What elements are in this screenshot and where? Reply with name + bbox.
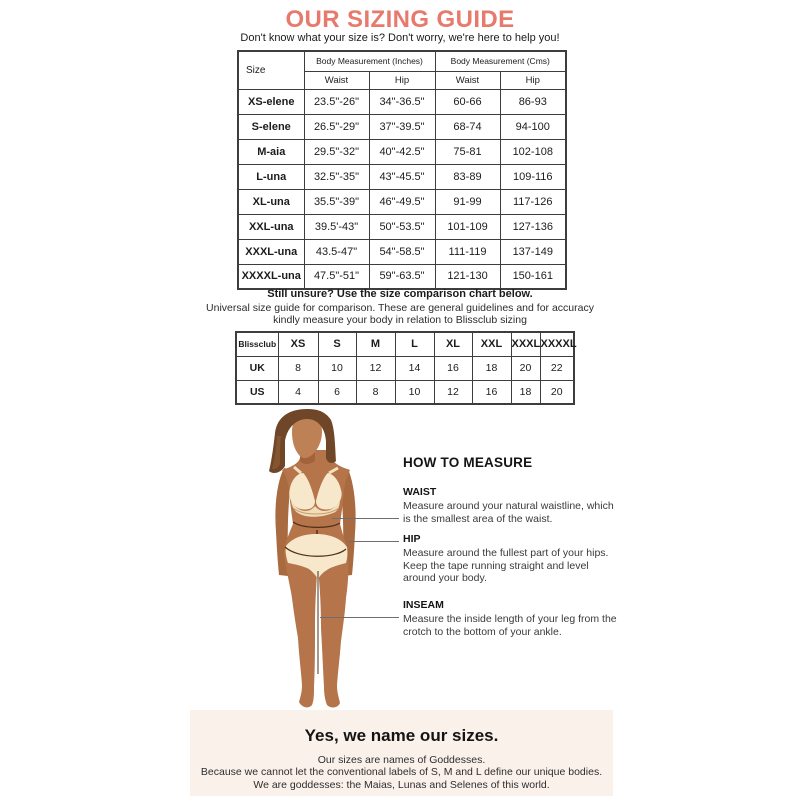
- footer-line1: Our sizes are names of Goddesses.: [317, 754, 486, 766]
- cell: 35.5"-39": [304, 189, 369, 214]
- table-header-row: [238, 51, 566, 71]
- table-header-row: [236, 332, 574, 356]
- col-header-inches: Body Measurement (Inches): [304, 51, 435, 71]
- hip-label: HIP: [403, 533, 421, 545]
- cell: 75-81: [435, 139, 500, 164]
- inseam-label: INSEAM: [403, 599, 444, 611]
- how-to-measure-section: [403, 455, 631, 638]
- waist-connector-line: [332, 518, 399, 519]
- size-name-cell: XL-una: [238, 189, 304, 214]
- footer-line2: Because we cannot let the conventional labels of S, M and L define our unique bodies.: [200, 766, 603, 779]
- size-comparison-table: [235, 331, 575, 405]
- table-row: [238, 139, 566, 164]
- cell: 50"-53.5": [369, 214, 435, 239]
- comparison-note: [0, 302, 800, 326]
- cell: 40"-42.5": [369, 139, 435, 164]
- sizing-table: [237, 50, 567, 290]
- table-row: [238, 89, 566, 114]
- comparison-note-line2: kindly measure your body in relation to Blissclub sizing: [273, 314, 527, 326]
- table-row: [238, 114, 566, 139]
- cell: 46"-49.5": [369, 189, 435, 214]
- cell: 22: [540, 356, 574, 380]
- col-header: S: [318, 332, 356, 356]
- size-name-cell: L-una: [238, 164, 304, 189]
- footer-section: [190, 710, 613, 796]
- cell: 18: [472, 356, 511, 380]
- cell: 12: [356, 356, 395, 380]
- col-header: L: [395, 332, 434, 356]
- cell: 12: [434, 380, 472, 404]
- cell: 43"-45.5": [369, 164, 435, 189]
- cell: 10: [318, 356, 356, 380]
- comparison-heading: Still unsure? Use the size comparison chart below.: [267, 288, 533, 300]
- how-to-measure-heading: HOW TO MEASURE: [403, 455, 533, 470]
- inseam-connector-line: [320, 617, 399, 618]
- woman-figure-illustration: [243, 406, 400, 715]
- cell: 68-74: [435, 114, 500, 139]
- cell: 14: [395, 356, 434, 380]
- page-title: OUR SIZING GUIDE: [285, 6, 515, 33]
- cell: 16: [472, 380, 511, 404]
- table-row: [238, 189, 566, 214]
- cell: 111-119: [435, 239, 500, 264]
- brand-header-cell: Blissclub: [236, 332, 278, 356]
- cell: 16: [434, 356, 472, 380]
- col-header-hip-cm: Hip: [500, 71, 566, 89]
- measure-item-inseam: [403, 599, 631, 638]
- col-header-size: Size: [238, 51, 304, 89]
- cell: 43.5-47": [304, 239, 369, 264]
- col-header: XL: [434, 332, 472, 356]
- footer-text: [190, 754, 613, 791]
- cell: 121-130: [435, 264, 500, 289]
- table-row: [236, 356, 574, 380]
- cell: 8: [356, 380, 395, 404]
- cell: 59"-63.5": [369, 264, 435, 289]
- cell: 60-66: [435, 89, 500, 114]
- size-name-cell: S-elene: [238, 114, 304, 139]
- table-row: [238, 164, 566, 189]
- cell: 10: [395, 380, 434, 404]
- col-header: XXL: [472, 332, 511, 356]
- size-name-cell: XXXL-una: [238, 239, 304, 264]
- size-name-cell: XXXXL-una: [238, 264, 304, 289]
- cell: 94-100: [500, 114, 566, 139]
- waist-label: WAIST: [403, 486, 437, 498]
- table-row: [236, 380, 574, 404]
- row-label-cell: US: [236, 380, 278, 404]
- measure-item-hip: [403, 533, 631, 585]
- table-row: [238, 264, 566, 289]
- cell: 29.5"-32": [304, 139, 369, 164]
- col-header-hip-in: Hip: [369, 71, 435, 89]
- cell: 39.5'-43": [304, 214, 369, 239]
- row-label-cell: UK: [236, 356, 278, 380]
- cell: 101-109: [435, 214, 500, 239]
- cell: 91-99: [435, 189, 500, 214]
- table-row: [238, 239, 566, 264]
- cell: 54"-58.5": [369, 239, 435, 264]
- cell: 37"-39.5": [369, 114, 435, 139]
- cell: 109-116: [500, 164, 566, 189]
- col-header: XXXL: [511, 332, 540, 356]
- footer-heading: Yes, we name our sizes.: [304, 726, 499, 745]
- footer-line3: We are goddesses: the Maias, Lunas and Selenes of this world.: [253, 778, 550, 791]
- col-header: XXXXL: [540, 332, 574, 356]
- hip-description: Measure around the fullest part of your hips. Keep the tape running straight and level around your body.: [403, 547, 609, 585]
- cell: 20: [540, 380, 574, 404]
- cell: 34"-36.5": [369, 89, 435, 114]
- cell: 6: [318, 380, 356, 404]
- table-row: [238, 214, 566, 239]
- hip-connector-line: [347, 541, 399, 542]
- cell: 117-126: [500, 189, 566, 214]
- cell: 18: [511, 380, 540, 404]
- cell: 150-161: [500, 264, 566, 289]
- cell: 137-149: [500, 239, 566, 264]
- size-name-cell: XS-elene: [238, 89, 304, 114]
- cell: 127-136: [500, 214, 566, 239]
- size-name-cell: M-aia: [238, 139, 304, 164]
- page-subtitle: Don't know what your size is? Don't worry, we're here to help you!: [240, 32, 560, 44]
- cell: 20: [511, 356, 540, 380]
- col-header: XS: [278, 332, 318, 356]
- size-name-cell: XXL-una: [238, 214, 304, 239]
- cell: 8: [278, 356, 318, 380]
- col-header-waist-in: Waist: [304, 71, 369, 89]
- col-header: M: [356, 332, 395, 356]
- comparison-intro: [0, 288, 800, 326]
- col-header-waist-cm: Waist: [435, 71, 500, 89]
- cell: 102-108: [500, 139, 566, 164]
- waist-description: Measure around your natural waistline, which is the smallest area of the waist.: [403, 500, 614, 525]
- cell: 32.5"-35": [304, 164, 369, 189]
- cell: 4: [278, 380, 318, 404]
- comparison-note-line1: Universal size guide for comparison. These are general guidelines and for accuracy: [206, 302, 594, 314]
- body-illustration: [243, 406, 400, 715]
- cell: 86-93: [500, 89, 566, 114]
- cell: 83-89: [435, 164, 500, 189]
- cell: 26.5"-29": [304, 114, 369, 139]
- col-header-cms: Body Measurement (Cms): [435, 51, 566, 71]
- inseam-description: Measure the inside length of your leg from the crotch to the bottom of your ankle.: [403, 613, 617, 638]
- cell: 47.5"-51": [304, 264, 369, 289]
- measure-item-waist: [403, 486, 631, 525]
- cell: 23.5"-26": [304, 89, 369, 114]
